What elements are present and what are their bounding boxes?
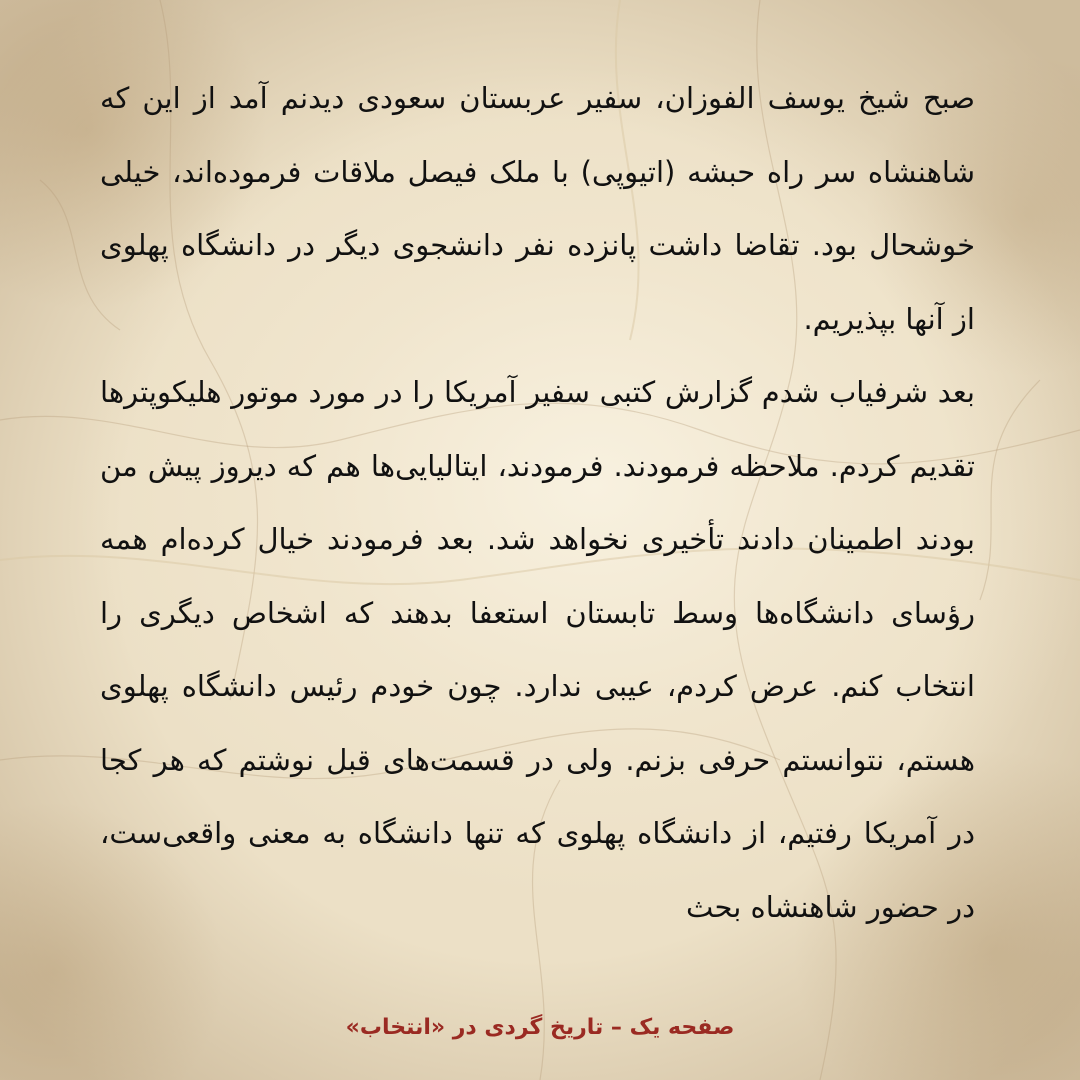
body-text (100, 62, 975, 944)
paragraph-1: صبح شیخ یوسف الفوزان، سفیر عربستان سعودی دیدنم آمد از این که شاهنشاه سر راه حبشه (اتیوپی) با ملک فیصل ملاقات فرموده‌اند، خیلی خوشحال بود. تقاضا داشت پانزده نفر دانشجوی دیگر در دانشگاه پهلوی از آنها بپذیریم. (100, 81, 975, 336)
page-footer-caption: صفحه یک – تاریخ گردی در «انتخاب» (345, 1015, 735, 1040)
paragraph-2: بعد شرفیاب شدم گزارش کتبی سفیر آمریکا را در مورد موتور هلیکوپترها تقدیم کردم. ملاحظه فرمودند. فرمودند، ایتالیایی‌ها هم که دیروز پیش من بودند اطمینان دادند تأخیری نخواهد شد. بعد فرمودند خیال کرده‌ام همه رؤسای دانشگاه‌ها وسط تابستان استعفا بدهند که اشخاص دیگری را انتخاب کنم. عرض کردم، عیبی ندارد. چون خودم رئیس دانشگاه پهلوی هستم، نتوانستم حرفی بزنم. ولی در قسمت‌های قبل نوشتم که هر کجا در آمریکا رفتیم، از دانشگاه پهلوی که تنها دانشگاه به معنی واقعی‌ست، در حضور شاهنشاه بحث (100, 375, 975, 924)
